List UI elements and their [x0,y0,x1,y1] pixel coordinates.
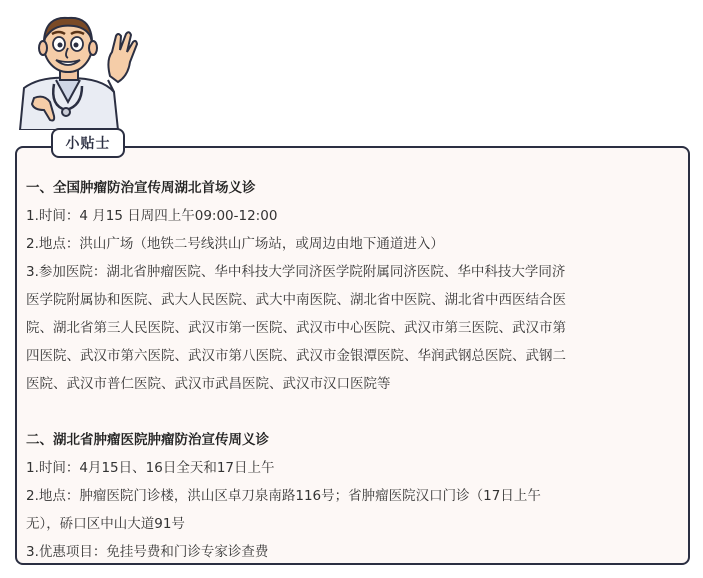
section2-time: 1.时间：4月15日、16日全天和17日上午 [26,460,275,476]
section1-place: 2.地点：洪山广场（地铁二号线洪山广场站，或周边由地下通道进入） [26,236,444,252]
section2-heading: 二、湖北省肿瘤医院肿瘤防治宣传周义诊 [26,432,269,448]
section1-hospitals-line: 院、湖北省第三人民医院、武汉市第一医院、武汉市中心医院、武汉市第三医院、武汉市第 [26,320,566,336]
section1-hospitals-line: 3.参加医院：湖北省肿瘤医院、华中科技大学同济医学院附属同济医院、华中科技大学同济 [26,264,566,280]
section-spacer [26,398,674,426]
section2-place-line: 无），硚口区中山大道91号 [26,516,185,532]
tips-content [26,174,674,566]
section1-time: 1.时间：4 月15 日周四上午09:00-12:00 [26,208,278,224]
section1-hospitals-line: 医院、武汉市普仁医院、武汉市武昌医院、武汉市汉口医院等 [26,376,391,392]
section2-offer: 3.优惠项目：免挂号费和门诊专家诊查费 [26,544,269,560]
section1-heading: 一、全国肿瘤防治宣传周湖北首场义诊 [26,180,256,196]
section1-hospitals-line: 医学院附属协和医院、武大人民医院、武大中南医院、湖北省中医院、湖北省中西医结合医 [26,292,566,308]
section2-place-line: 2.地点：肿瘤医院门诊楼，洪山区卓刀泉南路116号；省肿瘤医院汉口门诊（17日上午 [26,488,541,504]
doctor-mascot-icon [10,6,140,130]
section1-hospitals-line: 四医院、武汉市第六医院、武汉市第八医院、武汉市金银潭医院、华润武钢总医院、武钢二 [26,348,566,364]
tips-tab-label: 小贴士 [51,128,125,158]
